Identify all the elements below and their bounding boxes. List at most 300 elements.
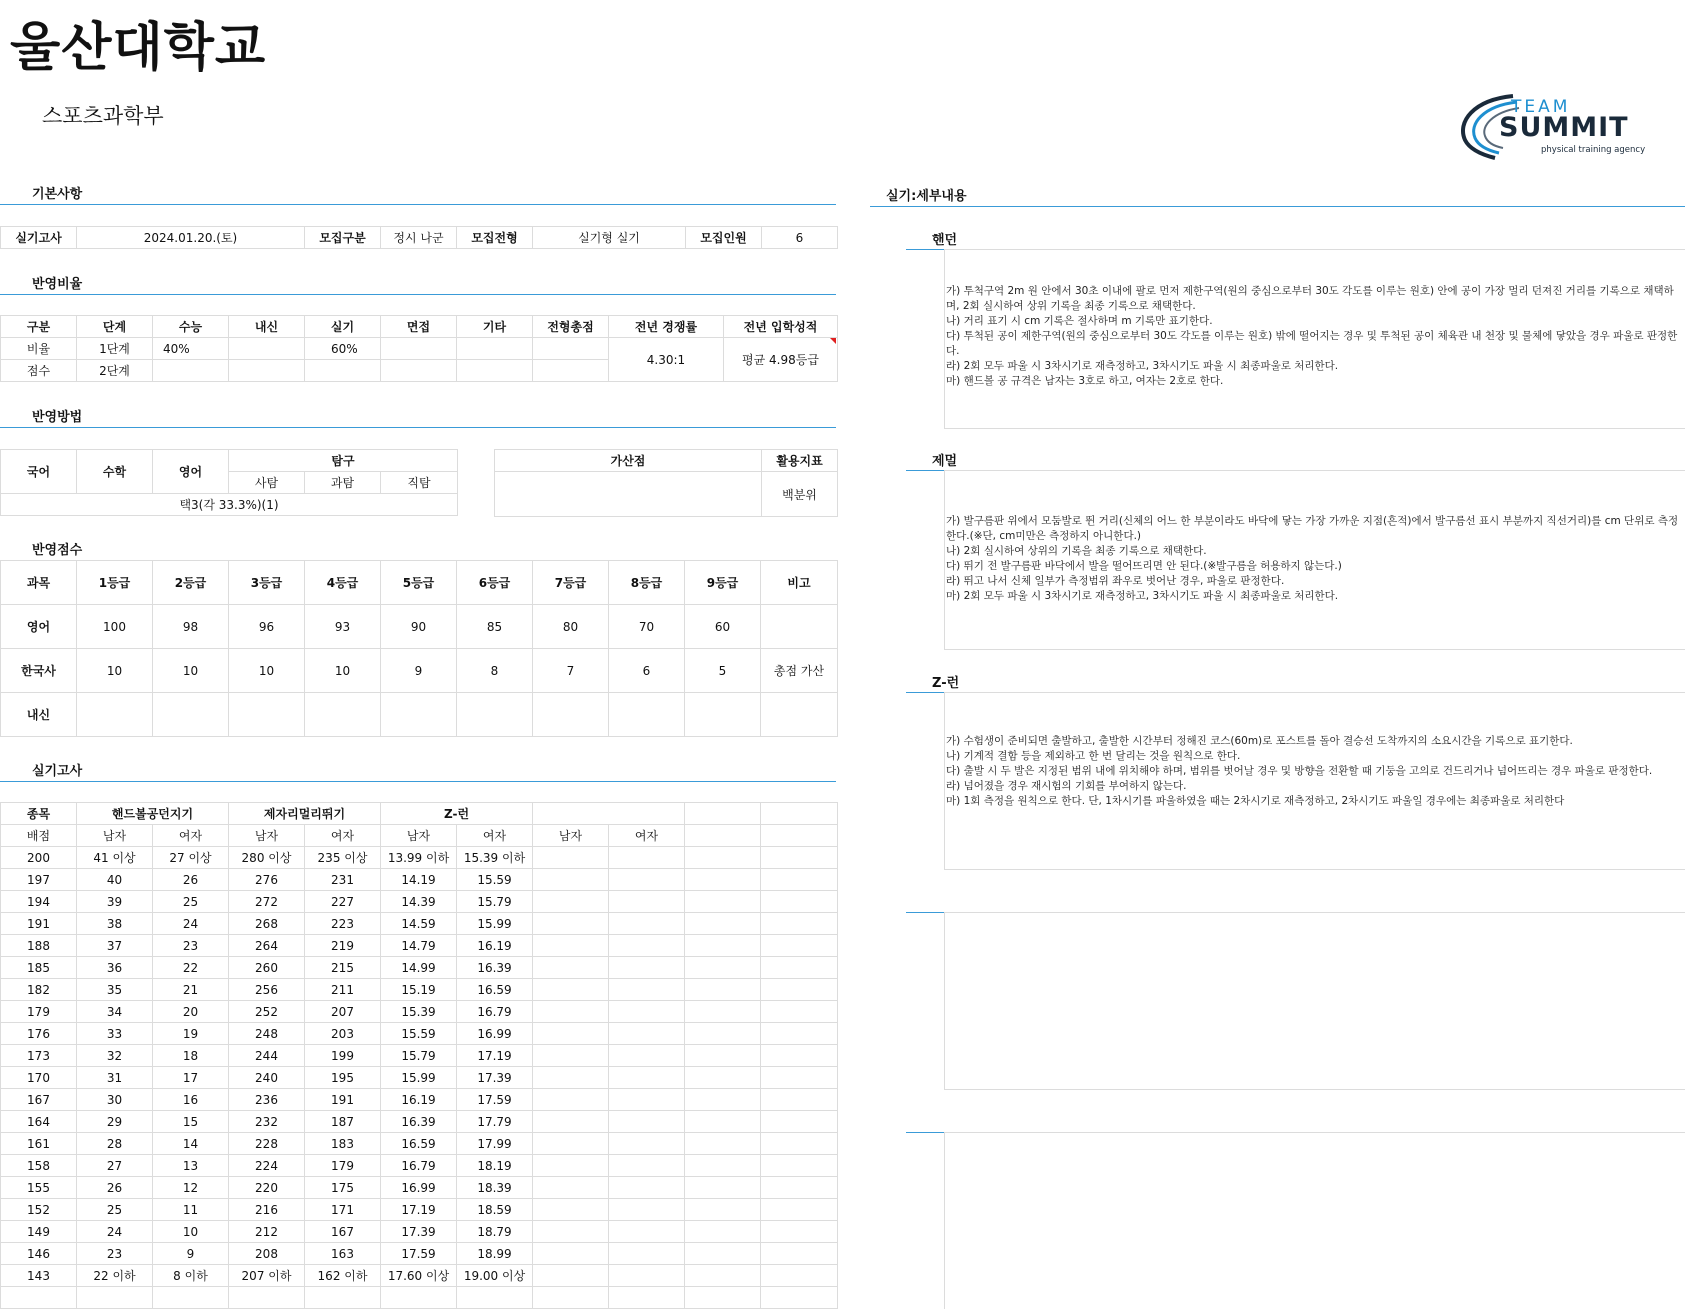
empty-cell bbox=[153, 1287, 229, 1309]
empty-cell bbox=[381, 1287, 457, 1309]
practical-row bbox=[1, 1177, 838, 1199]
practical-cell bbox=[761, 1045, 838, 1067]
ratio-cell: 60% bbox=[305, 338, 381, 360]
practical-cell: 32 bbox=[77, 1045, 153, 1067]
method-korean: 국어 bbox=[1, 450, 77, 494]
ratio-cell bbox=[229, 360, 305, 382]
practical-cell: 276 bbox=[229, 869, 305, 891]
detail-line: 다) 출발 시 두 발은 지정된 범위 내에 위치해야 하며, 범위를 벗어날 경우 및 방향을 전환할 때 기둥을 고의로 건드리거나 넘어뜨리는 경우 파울로 판정한다. bbox=[946, 765, 1653, 777]
practical-cell bbox=[533, 1089, 609, 1111]
gender-male: 남자 bbox=[229, 825, 305, 847]
practical-cell: 16.59 bbox=[381, 1133, 457, 1155]
practical-cell: 240 bbox=[229, 1067, 305, 1089]
practical-row bbox=[1, 891, 838, 913]
basic-info-table bbox=[0, 226, 838, 249]
practical-cell: 40 bbox=[77, 869, 153, 891]
score-cell: 10 bbox=[153, 649, 229, 693]
ratio-header: 내신 bbox=[229, 316, 305, 338]
gender-female: 여자 bbox=[457, 825, 533, 847]
gender-female: 여자 bbox=[609, 825, 685, 847]
ratio-header: 전년 입학성적 bbox=[724, 316, 838, 338]
practical-score: 185 bbox=[1, 957, 77, 979]
practical-cell: 36 bbox=[77, 957, 153, 979]
practical-cell: 25 bbox=[77, 1199, 153, 1221]
practical-cell: 191 bbox=[305, 1089, 381, 1111]
detail-line: 나) 거리 표기 시 cm 기록은 절사하며 m 기록만 표기한다. bbox=[946, 315, 1213, 327]
practical-cell bbox=[533, 935, 609, 957]
practical-body bbox=[1, 847, 838, 1309]
practical-cell: 16.39 bbox=[457, 957, 533, 979]
score-cell bbox=[761, 693, 838, 737]
detail-line: 마) 핸드볼 공 규격은 남자는 3호로 하고, 여자는 2호로 한다. bbox=[946, 375, 1224, 387]
empty-cell bbox=[1, 1287, 77, 1309]
recruit-count-value: 6 bbox=[762, 227, 838, 249]
section-method bbox=[0, 403, 836, 428]
section-basic-label: 기본사항 bbox=[32, 187, 83, 202]
practical-cell bbox=[685, 847, 761, 869]
practical-cell bbox=[761, 1133, 838, 1155]
practical-cell: 16.19 bbox=[381, 1089, 457, 1111]
practical-cell bbox=[685, 1111, 761, 1133]
practical-cell bbox=[533, 1045, 609, 1067]
practical-row bbox=[1, 1221, 838, 1243]
score-cell: 70 bbox=[609, 605, 685, 649]
practical-score: 170 bbox=[1, 1067, 77, 1089]
detail-text-jump bbox=[946, 514, 1680, 604]
bonus-table bbox=[494, 449, 838, 517]
practical-cell bbox=[685, 1199, 761, 1221]
practical-cell bbox=[609, 979, 685, 1001]
score-header: 4등급 bbox=[305, 561, 381, 605]
practical-cell bbox=[609, 847, 685, 869]
recruit-type-label: 모집구분 bbox=[305, 227, 381, 249]
empty-cell bbox=[761, 825, 838, 847]
empty-cell bbox=[77, 1287, 153, 1309]
exam-label: 실기고사 bbox=[1, 227, 77, 249]
score-cell: 10 bbox=[305, 649, 381, 693]
event-name: 제자리멀리뛰기 bbox=[229, 803, 381, 825]
practical-cell bbox=[533, 891, 609, 913]
practical-cell: 179 bbox=[305, 1155, 381, 1177]
detail-line: 가) 발구름판 위에서 모둠발로 뛴 거리(신체의 어느 한 부분이라도 바닥에 닿는 가장 가까운 지점(흔적)에서 발구름선 표시 부분까지 직선거리)를 cm 단위로 측정한다.(※단, cm미만은 측정하지 아니한다.) bbox=[946, 515, 1679, 542]
practical-cell: 14.39 bbox=[381, 891, 457, 913]
practical-row bbox=[1, 979, 838, 1001]
practical-cell: 28 bbox=[77, 1133, 153, 1155]
score-cell: 93 bbox=[305, 605, 381, 649]
practical-cell bbox=[609, 1133, 685, 1155]
practical-cell: 15.59 bbox=[381, 1023, 457, 1045]
detail-text-zrun bbox=[946, 734, 1680, 809]
ratio-header: 수능 bbox=[153, 316, 229, 338]
practical-cell bbox=[761, 1155, 838, 1177]
score-header: 8등급 bbox=[609, 561, 685, 605]
method-social: 사탐 bbox=[229, 472, 305, 494]
practical-row bbox=[1, 1045, 838, 1067]
empty-cell bbox=[609, 1287, 685, 1309]
practical-score: 152 bbox=[1, 1199, 77, 1221]
ratio-header: 전형총점 bbox=[533, 316, 609, 338]
score-header: 과목 bbox=[1, 561, 77, 605]
ratio-cell bbox=[153, 360, 229, 382]
ratio-header: 실기 bbox=[305, 316, 381, 338]
practical-cell bbox=[533, 1111, 609, 1133]
detail-line: 마) 1회 측정을 원칙으로 한다. 단, 1차시기를 파울하였을 때는 2차시기로 재측정하고, 2차시기도 파울일 경우에는 최종파울로 처리한다 bbox=[946, 795, 1565, 807]
practical-cell: 167 bbox=[305, 1221, 381, 1243]
ratio-header: 면접 bbox=[381, 316, 457, 338]
section-practical-label: 실기고사 bbox=[32, 764, 83, 779]
practical-cell: 19.00 이상 bbox=[457, 1265, 533, 1287]
ratio-header: 전년 경쟁률 bbox=[609, 316, 724, 338]
detail-line: 나) 2회 실시하여 상위의 기록을 최종 기록으로 채택한다. bbox=[946, 545, 1207, 557]
practical-cell: 19 bbox=[153, 1023, 229, 1045]
empty-cell bbox=[761, 1287, 838, 1309]
score-cell: 한국사 bbox=[1, 649, 77, 693]
practical-cell bbox=[533, 1221, 609, 1243]
indicator-value: 백분위 bbox=[762, 472, 838, 517]
practical-cell bbox=[761, 935, 838, 957]
section-ratio bbox=[0, 270, 836, 295]
recruit-form-value: 실기형 실기 bbox=[533, 227, 686, 249]
section-ratio-label: 반영비율 bbox=[32, 277, 83, 292]
practical-score: 155 bbox=[1, 1177, 77, 1199]
practical-score: 161 bbox=[1, 1133, 77, 1155]
ratio-cell: 1단계 bbox=[77, 338, 153, 360]
score-cell: 96 bbox=[229, 605, 305, 649]
practical-cell bbox=[609, 935, 685, 957]
practical-score: 197 bbox=[1, 869, 77, 891]
score-cell: 7 bbox=[533, 649, 609, 693]
score-row-history bbox=[1, 649, 838, 693]
empty-cell bbox=[685, 825, 761, 847]
detail-line: 나) 기계적 결함 등을 제외하고 한 번 달리는 것을 원칙으로 한다. bbox=[946, 750, 1241, 762]
practical-cell: 216 bbox=[229, 1199, 305, 1221]
practical-cell bbox=[761, 847, 838, 869]
recruit-form-label: 모집전형 bbox=[457, 227, 533, 249]
practical-cell bbox=[609, 1111, 685, 1133]
practical-cell: 211 bbox=[305, 979, 381, 1001]
practical-cell: 14.59 bbox=[381, 913, 457, 935]
page-title: 울산대학교 bbox=[10, 18, 267, 78]
score-cell: 80 bbox=[533, 605, 609, 649]
practical-cell: 223 bbox=[305, 913, 381, 935]
empty-cell bbox=[685, 1287, 761, 1309]
practical-cell: 231 bbox=[305, 869, 381, 891]
score-cell: 100 bbox=[77, 605, 153, 649]
gender-male: 남자 bbox=[77, 825, 153, 847]
score-cell bbox=[457, 693, 533, 737]
section-detail bbox=[870, 182, 1685, 207]
practical-cell: 163 bbox=[305, 1243, 381, 1265]
practical-row bbox=[1, 1287, 838, 1309]
practical-cell bbox=[533, 1155, 609, 1177]
practical-cell: 24 bbox=[77, 1221, 153, 1243]
section-method-label: 반영방법 bbox=[32, 410, 83, 425]
logo-line1: TEAM bbox=[1511, 97, 1571, 117]
practical-cell: 187 bbox=[305, 1111, 381, 1133]
practical-cell: 220 bbox=[229, 1177, 305, 1199]
ratio-cell bbox=[533, 360, 609, 382]
practical-cell: 228 bbox=[229, 1133, 305, 1155]
event-name: 핸드볼공던지기 bbox=[77, 803, 229, 825]
practical-cell: 15.39 이하 bbox=[457, 847, 533, 869]
practical-cell bbox=[533, 1199, 609, 1221]
practical-score: 182 bbox=[1, 979, 77, 1001]
practical-row bbox=[1, 1023, 838, 1045]
practical-cell bbox=[761, 1243, 838, 1265]
practical-cell: 272 bbox=[229, 891, 305, 913]
event-name bbox=[533, 803, 685, 825]
practical-cell: 224 bbox=[229, 1155, 305, 1177]
practical-cell: 227 bbox=[305, 891, 381, 913]
ratio-cell: 점수 bbox=[1, 360, 77, 382]
ratio-cell bbox=[457, 360, 533, 382]
practical-cell bbox=[761, 1177, 838, 1199]
score-cell bbox=[381, 693, 457, 737]
score-cell: 90 bbox=[381, 605, 457, 649]
practical-cell: 18.99 bbox=[457, 1243, 533, 1265]
section-practical bbox=[0, 757, 836, 782]
practical-cell bbox=[685, 913, 761, 935]
practical-score: 176 bbox=[1, 1023, 77, 1045]
detail-line: 라) 넘어졌을 경우 재시험의 기회를 부여하지 않는다. bbox=[946, 780, 1187, 792]
prev-competition: 4.30:1 bbox=[609, 338, 724, 382]
practical-cell bbox=[685, 1177, 761, 1199]
practical-cell: 232 bbox=[229, 1111, 305, 1133]
logo-line3: physical training agency bbox=[1541, 145, 1646, 155]
practical-row bbox=[1, 847, 838, 869]
practical-cell bbox=[533, 1133, 609, 1155]
practical-score: 158 bbox=[1, 1155, 77, 1177]
practical-cell: 13 bbox=[153, 1155, 229, 1177]
practical-cell: 21 bbox=[153, 979, 229, 1001]
practical-cell: 264 bbox=[229, 935, 305, 957]
practical-cell: 37 bbox=[77, 935, 153, 957]
practical-cell bbox=[761, 1089, 838, 1111]
score-cell: 10 bbox=[229, 649, 305, 693]
practical-cell: 24 bbox=[153, 913, 229, 935]
practical-cell: 9 bbox=[153, 1243, 229, 1265]
practical-cell: 17.60 이상 bbox=[381, 1265, 457, 1287]
practical-cell: 8 이하 bbox=[153, 1265, 229, 1287]
practical-cell bbox=[761, 1199, 838, 1221]
practical-cell: 25 bbox=[153, 891, 229, 913]
practical-cell: 12 bbox=[153, 1177, 229, 1199]
practical-cell: 244 bbox=[229, 1045, 305, 1067]
practical-cell: 14.99 bbox=[381, 957, 457, 979]
practical-cell bbox=[685, 935, 761, 957]
practical-cell: 27 이상 bbox=[153, 847, 229, 869]
practical-cell: 280 이상 bbox=[229, 847, 305, 869]
practical-cell: 268 bbox=[229, 913, 305, 935]
practical-cell bbox=[533, 869, 609, 891]
practical-cell: 203 bbox=[305, 1023, 381, 1045]
practical-cell bbox=[609, 1067, 685, 1089]
practical-score: 188 bbox=[1, 935, 77, 957]
practical-cell bbox=[609, 869, 685, 891]
practical-cell: 219 bbox=[305, 935, 381, 957]
score-cell: 98 bbox=[153, 605, 229, 649]
score-header: 7등급 bbox=[533, 561, 609, 605]
practical-row bbox=[1, 1001, 838, 1023]
practical-cell: 17.99 bbox=[457, 1133, 533, 1155]
detail-line: 라) 2회 모두 파울 시 3차시기로 재측정하고, 3차시기도 파울 시 최종파울로 처리한다. bbox=[946, 360, 1339, 372]
score-cell: 10 bbox=[77, 649, 153, 693]
practical-cell bbox=[761, 1023, 838, 1045]
score-cell: 8 bbox=[457, 649, 533, 693]
section-detail-label: 실기:세부내용 bbox=[886, 189, 967, 204]
practical-cell: 207 bbox=[305, 1001, 381, 1023]
practical-cell bbox=[685, 869, 761, 891]
team-summit-logo bbox=[1455, 92, 1675, 172]
practical-cell bbox=[685, 1001, 761, 1023]
empty-cell bbox=[305, 1287, 381, 1309]
practical-cell: 18.39 bbox=[457, 1177, 533, 1199]
practical-cell: 16.19 bbox=[457, 935, 533, 957]
practical-cell: 208 bbox=[229, 1243, 305, 1265]
section-score bbox=[0, 536, 836, 561]
practical-cell bbox=[685, 957, 761, 979]
practical-cell: 15.99 bbox=[381, 1067, 457, 1089]
score-cell bbox=[153, 693, 229, 737]
score-cell bbox=[229, 693, 305, 737]
practical-cell: 183 bbox=[305, 1133, 381, 1155]
practical-row bbox=[1, 1133, 838, 1155]
practical-cell bbox=[609, 1265, 685, 1287]
practical-cell: 162 이하 bbox=[305, 1265, 381, 1287]
practical-cell: 16.39 bbox=[381, 1111, 457, 1133]
practical-cell bbox=[533, 1243, 609, 1265]
event-label: 종목 bbox=[1, 803, 77, 825]
score-label: 배점 bbox=[1, 825, 77, 847]
method-table bbox=[0, 449, 458, 516]
score-cell bbox=[305, 693, 381, 737]
practical-row bbox=[1, 1243, 838, 1265]
gender-female: 여자 bbox=[305, 825, 381, 847]
practical-table bbox=[0, 802, 838, 1309]
gender-male: 남자 bbox=[381, 825, 457, 847]
practical-score: 149 bbox=[1, 1221, 77, 1243]
practical-cell bbox=[533, 1023, 609, 1045]
practical-cell bbox=[609, 1199, 685, 1221]
gender-male: 남자 bbox=[533, 825, 609, 847]
score-header: 비고 bbox=[761, 561, 838, 605]
practical-cell: 15.99 bbox=[457, 913, 533, 935]
practical-cell: 15.59 bbox=[457, 869, 533, 891]
practical-cell bbox=[609, 913, 685, 935]
practical-cell: 17.19 bbox=[457, 1045, 533, 1067]
practical-cell bbox=[685, 979, 761, 1001]
bonus-value bbox=[495, 472, 762, 517]
practical-cell: 26 bbox=[77, 1177, 153, 1199]
detail-title-zrun: Z-런 bbox=[932, 676, 960, 691]
practical-cell: 35 bbox=[77, 979, 153, 1001]
practical-row bbox=[1, 1199, 838, 1221]
practical-cell: 252 bbox=[229, 1001, 305, 1023]
practical-cell: 14.19 bbox=[381, 869, 457, 891]
logo-swoosh-icon bbox=[1455, 92, 1675, 172]
practical-cell: 33 bbox=[77, 1023, 153, 1045]
practical-cell bbox=[609, 957, 685, 979]
practical-cell: 16.99 bbox=[457, 1023, 533, 1045]
practical-score: 191 bbox=[1, 913, 77, 935]
ratio-header: 구분 bbox=[1, 316, 77, 338]
score-header: 3등급 bbox=[229, 561, 305, 605]
practical-cell bbox=[533, 979, 609, 1001]
practical-cell bbox=[761, 913, 838, 935]
practical-cell: 22 bbox=[153, 957, 229, 979]
detail-line: 가) 투척구역 2m 원 안에서 30초 이내에 팔로 먼저 제한구역(원의 중심으로부터 30도 각도를 이루는 원호) 안에 공이 가장 멀리 던져진 거리를 기록으로 채택하며, 2회 실시하여 상위 기록을 최종 기록으로 채택한다. bbox=[946, 285, 1674, 312]
score-header: 6등급 bbox=[457, 561, 533, 605]
section-score-label: 반영점수 bbox=[32, 543, 83, 558]
practical-cell: 15.79 bbox=[457, 891, 533, 913]
practical-cell: 23 bbox=[77, 1243, 153, 1265]
exam-date: 2024.01.20.(토) bbox=[77, 227, 305, 249]
practical-cell: 18.59 bbox=[457, 1199, 533, 1221]
detail-line: 다) 투척된 공이 제한구역(원의 중심으로부터 30도 각도를 이루는 원호) 밖에 떨어지는 경우 및 투척된 공이 체육관 내 천장 및 물체에 닿았을 경우 파울로 판정한다. bbox=[946, 330, 1678, 357]
detail-title-handball: 핸던 bbox=[932, 233, 958, 248]
score-cell: 85 bbox=[457, 605, 533, 649]
ratio-cell: 비율 bbox=[1, 338, 77, 360]
section-basic bbox=[0, 180, 836, 205]
practical-cell: 41 이상 bbox=[77, 847, 153, 869]
gender-female: 여자 bbox=[153, 825, 229, 847]
practical-cell bbox=[685, 1155, 761, 1177]
practical-cell: 17 bbox=[153, 1067, 229, 1089]
practical-cell: 18.79 bbox=[457, 1221, 533, 1243]
practical-row bbox=[1, 1067, 838, 1089]
practical-cell bbox=[533, 1067, 609, 1089]
practical-cell bbox=[685, 1265, 761, 1287]
practical-cell: 15.79 bbox=[381, 1045, 457, 1067]
practical-score: 164 bbox=[1, 1111, 77, 1133]
practical-cell: 235 이상 bbox=[305, 847, 381, 869]
practical-score: 194 bbox=[1, 891, 77, 913]
detail-line: 라) 뛰고 나서 신체 일부가 측정범위 좌우로 벗어난 경우, 파울로 판정한다. bbox=[946, 575, 1285, 587]
comment-marker-icon[interactable] bbox=[830, 338, 836, 344]
practical-cell: 39 bbox=[77, 891, 153, 913]
practical-cell: 13.99 이하 bbox=[381, 847, 457, 869]
practical-cell: 17.59 bbox=[381, 1243, 457, 1265]
practical-score: 179 bbox=[1, 1001, 77, 1023]
score-cell bbox=[761, 605, 838, 649]
practical-cell: 195 bbox=[305, 1067, 381, 1089]
practical-cell: 14.79 bbox=[381, 935, 457, 957]
practical-score: 167 bbox=[1, 1089, 77, 1111]
practical-cell: 15 bbox=[153, 1111, 229, 1133]
detail-box-empty bbox=[944, 912, 1685, 1090]
practical-cell: 256 bbox=[229, 979, 305, 1001]
ratio-cell bbox=[229, 338, 305, 360]
practical-cell: 215 bbox=[305, 957, 381, 979]
practical-row bbox=[1, 1265, 838, 1287]
practical-cell: 212 bbox=[229, 1221, 305, 1243]
practical-cell: 16.59 bbox=[457, 979, 533, 1001]
practical-cell: 16.99 bbox=[381, 1177, 457, 1199]
score-cell bbox=[609, 693, 685, 737]
practical-cell: 17.39 bbox=[381, 1221, 457, 1243]
practical-cell: 15.19 bbox=[381, 979, 457, 1001]
empty-cell bbox=[457, 1287, 533, 1309]
practical-cell bbox=[761, 979, 838, 1001]
practical-cell bbox=[609, 1243, 685, 1265]
practical-score: 173 bbox=[1, 1045, 77, 1067]
practical-cell bbox=[685, 1221, 761, 1243]
score-cell bbox=[77, 693, 153, 737]
practical-cell: 20 bbox=[153, 1001, 229, 1023]
page-subtitle: 스포츠과학부 bbox=[42, 104, 164, 128]
practical-row bbox=[1, 1155, 838, 1177]
practical-cell: 16 bbox=[153, 1089, 229, 1111]
